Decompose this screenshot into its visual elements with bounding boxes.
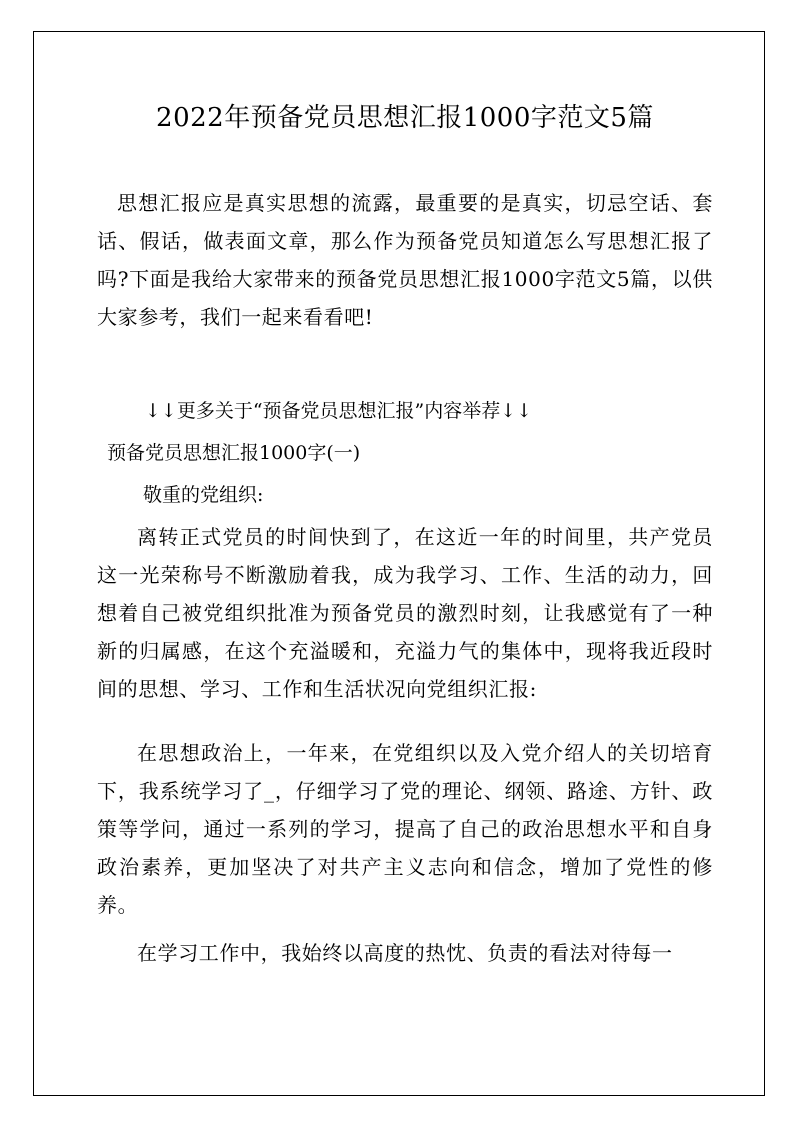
section-heading: 预备党员思想汇报1000字(一) [107,442,361,464]
salutation: 敬重的党组织: [143,484,264,506]
body-paragraph: 在学习工作中，我始终以高度的热忱、负责的看法对待每一 [137,941,673,965]
body-paragraph: 离转正式党员的时间快到了，在这近一年的时间里，共产党员这一光荣称号不断激励着我，成为我学习、工作、生活的动力，回想着自己被党组织批准为预备党员的激烈时刻，让我感觉有了一种新的归属感，在这个充溢暖和，充溢力气的集体中，现将我近段时间的思想、学习、工作和生活状况向党组织汇报: [97,525,713,701]
intro-paragraph: 思想汇报应是真实思想的流露，最重要的是真实，切忌空话、套话、假话，做表面文章，那么作为预备党员知道怎么写思想汇报了吗?下面是我给大家带来的预备党员思想汇报1000字范文5篇，以供大家参考，我们一起来看看吧! [97,191,713,329]
related-content-link[interactable]: ↓↓更多关于“预备党员思想汇报”内容举荐↓↓ [145,400,533,422]
body-paragraph: 在思想政治上，一年来，在党组织以及入党介绍人的关切培育下，我系统学习了_，仔细学习了党的理论、纲领、路途、方针、政策等学问，通过一系列的学习，提高了自己的政治思想水平和自身政治素养，更加坚决了对共产主义志向和信念，增加了党性的修养。 [97,741,713,917]
page-title: 2022年预备党员思想汇报1000字范文5篇 [156,103,654,133]
